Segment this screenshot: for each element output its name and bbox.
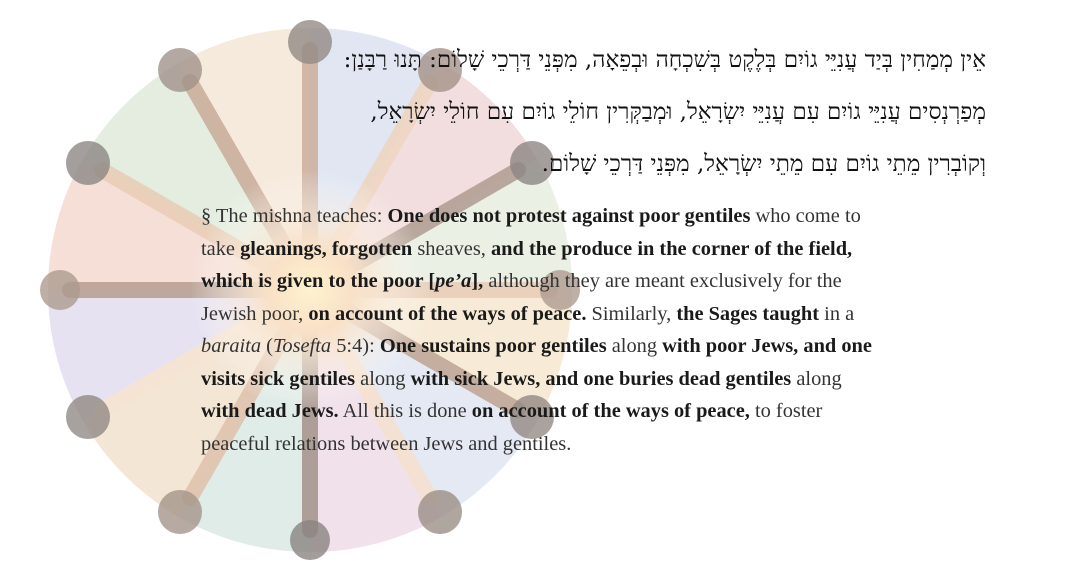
text-bold: with dead Jews.: [201, 400, 339, 422]
text-plain: who come to: [750, 205, 861, 227]
hebrew-line: אֵין מְמַחִין בְּיַד עֲנִיֵּי גוֹיִם בְּלֶקֶט בְּשִׁכְחָה וּבְפֵאָה, מִפְּנֵי דַּרְכֵי שָׁלוֹם: תָּנוּ רַבָּנַן:: [343, 47, 986, 73]
hebrew-line: וְקוֹבְרִין מֵתֵי גוֹיִם עִם מֵתֵי יִשְׂרָאֵל, מִפְּנֵי דַּרְכֵי שָׁלוֹם.: [541, 151, 986, 177]
text-bold: ],: [471, 270, 484, 292]
text-plain: along: [355, 367, 411, 390]
text-bold-italic: [435, 270, 471, 292]
text-plain: All this is done: [338, 400, 472, 422]
english-line: [201, 330, 1001, 363]
text-bold: with sick Jews, and one buries dead gentiles: [410, 367, 792, 390]
english-line: [201, 265, 1001, 298]
text-plain: Similarly,: [586, 302, 677, 325]
text-bold: which is given to the poor [: [201, 270, 436, 292]
text-italic: Tosefta: [272, 335, 332, 357]
text-bold: and the produce in the corner of the field,: [490, 237, 853, 260]
english-line: [201, 363, 1001, 396]
text-plain: along: [791, 367, 842, 390]
text-plain: peaceful relations between Jews and gentiles.: [201, 432, 572, 455]
english-line: [201, 200, 1001, 233]
text-bold: One does not protest against poor gentiles: [387, 205, 751, 227]
text-plain: § The mishna teaches:: [201, 205, 388, 227]
text-plain: although they are meant exclusively for the: [483, 270, 842, 292]
english-line: [201, 233, 1001, 266]
text-bold: with poor Jews, and one: [662, 335, 872, 357]
text-plain: take: [201, 237, 241, 260]
text-plain: Jewish poor,: [201, 302, 309, 325]
text-italic: pe’a: [435, 270, 472, 292]
text-bold: One sustains poor gentiles: [379, 335, 607, 357]
text-bold: visits sick gentiles: [201, 367, 356, 390]
english-line: [201, 298, 1001, 331]
english-line: [201, 428, 1001, 461]
text-bold: gleanings, forgotten: [240, 237, 413, 260]
text-bold: on account of the ways of peace,: [471, 400, 750, 422]
text-bold: on account of the ways of peace.: [308, 302, 587, 325]
text-italic: baraita: [201, 335, 262, 357]
text-plain: (: [261, 335, 273, 357]
text-bold: the Sages taught: [676, 302, 820, 325]
english-translation: [201, 200, 1001, 460]
english-line: [201, 395, 1001, 428]
hebrew-text: [166, 34, 986, 190]
text-plain: to foster: [749, 400, 823, 422]
text-plain: 5:4):: [331, 335, 380, 357]
text-plain: along: [606, 335, 663, 357]
hebrew-line: מְפַרְנְסִים עֲנִיֵּי גוֹיִם עִם עֲנִיֵּי יִשְׂרָאֵל, וּמְבַקְּרִין חוֹלֵי גוֹיִם עִם חוֹלֵי יִשְׂרָאֵל,: [370, 99, 986, 125]
text-plain: in a: [819, 302, 855, 325]
text-plain: sheaves,: [412, 237, 491, 260]
